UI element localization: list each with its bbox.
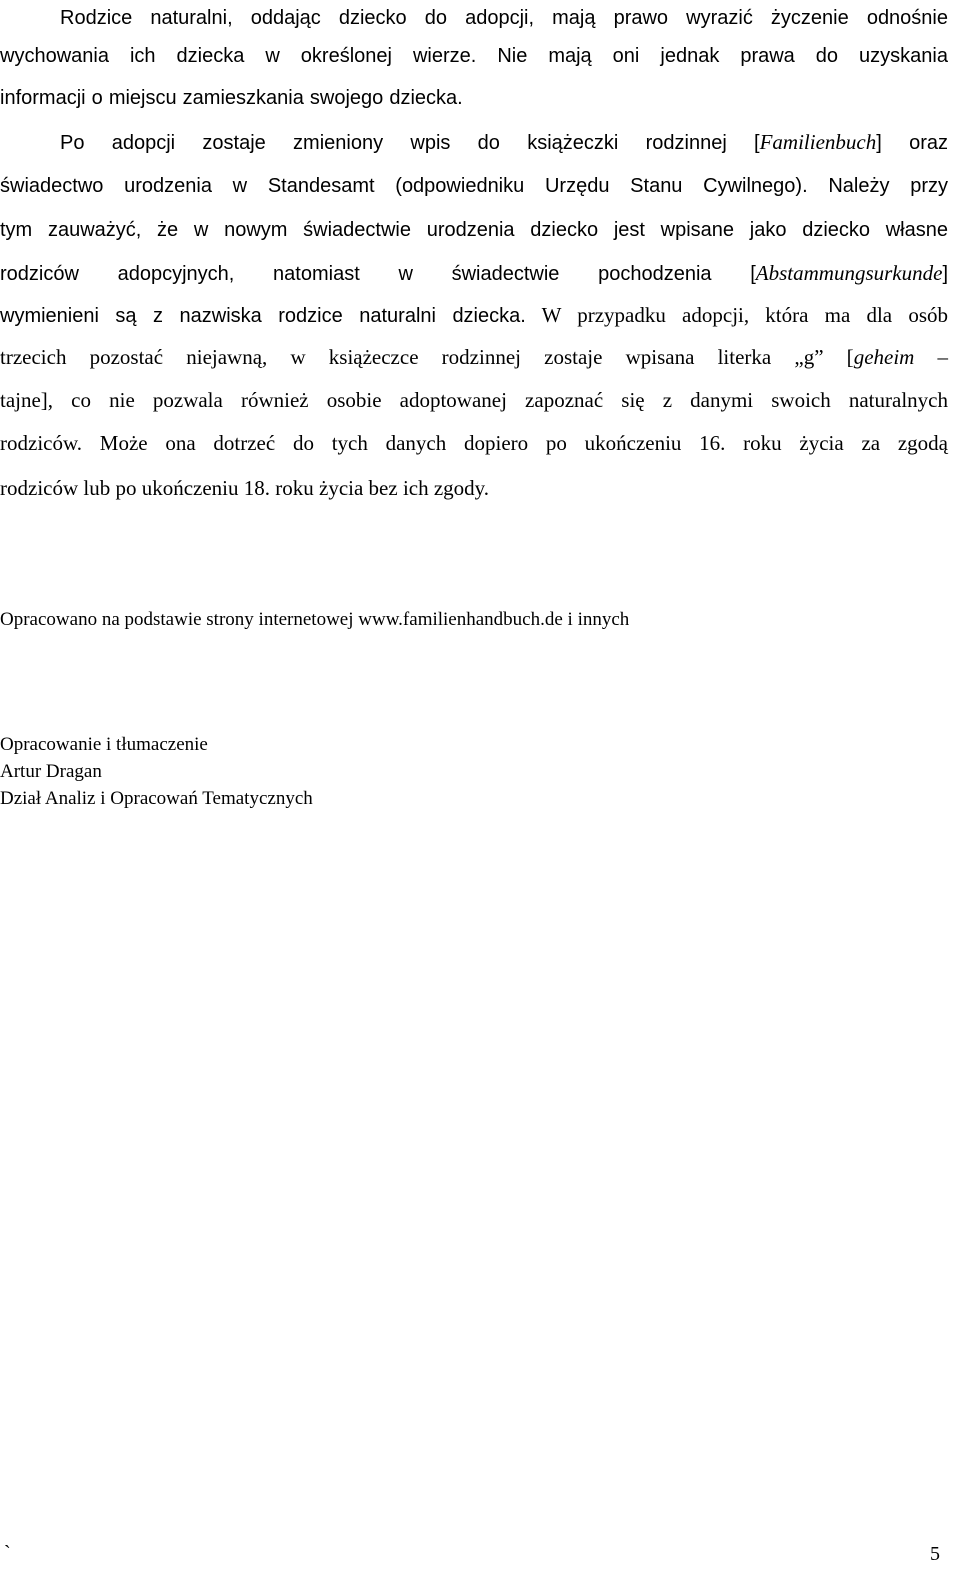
text-span: ]	[942, 263, 948, 285]
paragraph-2-line-8	[0, 429, 948, 457]
source-note: Opracowano na podstawie strony internetowej www.familienhandbuch.de i innych	[0, 609, 630, 630]
paragraph-2-line-1	[0, 128, 948, 157]
page-number: 5	[930, 1543, 940, 1565]
paragraph-2-line-9	[0, 474, 948, 502]
credits-line-department: Dział Analiz i Opracowań Tematycznych	[0, 788, 313, 809]
credits-block	[0, 731, 313, 812]
paragraph-1-line-2	[0, 42, 948, 70]
credits-line-author: Artur Dragan	[0, 761, 102, 782]
paragraph-2-line-7	[0, 386, 948, 414]
text-span: Po adopcji zostaje zmieniony wpis do książeczki rodzinnej [	[60, 132, 760, 154]
term-abstammungsurkunde: Abstammungsurkunde	[755, 261, 943, 285]
text-span: wychowania ich dziecka w określonej wierze. Nie mają oni jednak prawa do uzyskania	[0, 45, 948, 67]
paragraph-1-line-1	[0, 4, 948, 32]
text-span: ] oraz	[876, 132, 948, 154]
credits-line-title: Opracowanie i tłumaczenie	[0, 734, 208, 755]
text-span: –	[914, 345, 949, 369]
text-span: rodziców. Może ona dotrzeć do tych danych dopiero po ukończeniu 16. roku życia za zgodą	[0, 431, 948, 455]
footer-mark: `	[4, 1542, 11, 1564]
text-span: Rodzice naturalni, oddając dziecko do adopcji, mają prawo wyrazić życzenie odnośnie	[60, 7, 948, 29]
text-span-serif: W przypadku adopcji, która ma dla osób	[525, 303, 948, 327]
paragraph-2-line-6	[0, 343, 948, 371]
paragraph-2-line-3	[0, 216, 948, 244]
text-span: rodziców adopcyjnych, natomiast w świadectwie pochodzenia [	[0, 263, 756, 285]
paragraph-2-line-4	[0, 259, 948, 288]
text-span: rodziców lub po ukończeniu 18. roku życia bez ich zgody.	[0, 476, 490, 500]
paragraph-1-line-3	[0, 84, 948, 112]
text-span: tym zauważyć, że w nowym świadectwie urodzenia dziecko jest wpisane jako dziecko własne	[0, 219, 948, 241]
text-span: wymienieni są z nazwiska rodzice naturalni dziecka.	[0, 305, 526, 327]
text-span: informacji o miejscu zamieszkania swojego dziecka.	[0, 87, 463, 109]
paragraph-2-line-5	[0, 301, 948, 330]
text-span: świadectwo urodzenia w Standesamt (odpowiedniku Urzędu Stanu Cywilnego). Należy przy	[0, 175, 948, 197]
paragraph-2-line-2	[0, 172, 948, 200]
text-span: trzecich pozostać niejawną, w książeczce rodzinnej zostaje wpisana literka „g” [	[0, 345, 854, 369]
text-span: tajne], co nie pozwala również osobie adoptowanej zapoznać się z danymi swoich naturalnych	[0, 388, 948, 412]
term-geheim: geheim	[853, 345, 915, 369]
term-familienbuch: Familienbuch	[759, 130, 877, 154]
